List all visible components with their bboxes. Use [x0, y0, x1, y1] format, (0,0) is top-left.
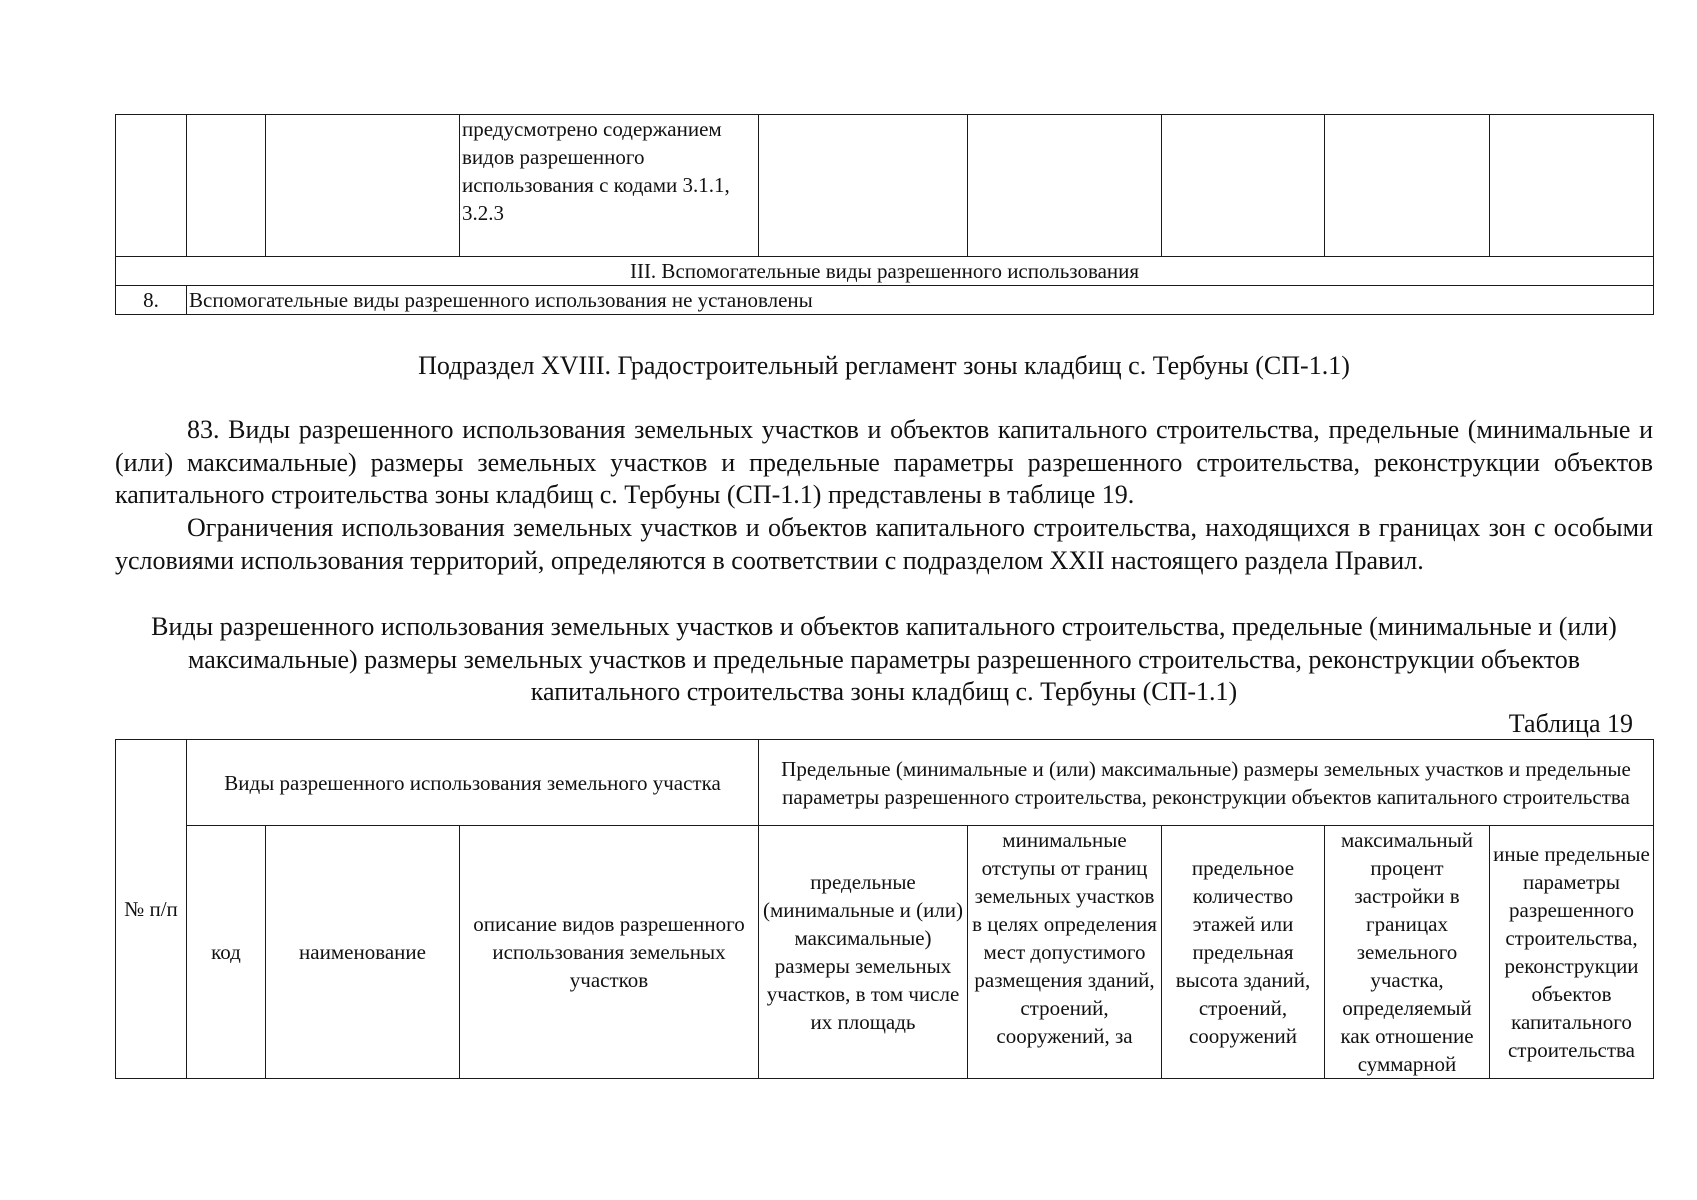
- cell-name: [266, 115, 460, 257]
- header-coverage: максимальный процент застройки в границах земельного участка, определяемый как отношение суммарной: [1325, 826, 1490, 1079]
- header-row-1: [116, 740, 1654, 826]
- header-setbacks: минимальные отступы от границ земельных участков в целях определения мест допустимого размещения зданий, строений, сооружений, за: [968, 826, 1162, 1079]
- table-row: [116, 286, 1654, 315]
- cell-setbacks: [968, 115, 1162, 257]
- cell-code: [187, 115, 266, 257]
- cell-other: [1490, 115, 1654, 257]
- cell-coverage: [1325, 115, 1490, 257]
- paragraph-restrictions: Ограничения использования земельных участков и объектов капитального строительства, находящихся в границах зон с особыми условиями использования территорий, определяются в соответствии с подразделом XXII настоящего раздела Правил.: [115, 513, 1653, 575]
- header-other: иные предельные параметры разрешенного строительства, реконструкции объектов капитального строительства: [1490, 826, 1654, 1079]
- header-floors: предельное количество этажей или предельная высота зданий, строений, сооружений: [1162, 826, 1325, 1079]
- header-permitted-use: Виды разрешенного использования земельного участка: [187, 740, 759, 826]
- row-text: Вспомогательные виды разрешенного использования не установлены: [187, 286, 1654, 315]
- header-row-2: [116, 826, 1654, 1079]
- header-number: № п/п: [116, 740, 187, 1079]
- table-row: [116, 115, 1654, 257]
- header-description: описание видов разрешенного использования земельных участков: [460, 826, 759, 1079]
- continued-table: [115, 114, 1654, 315]
- section-header: III. Вспомогательные виды разрешенного использования: [116, 257, 1654, 286]
- cell-number: [116, 115, 187, 257]
- table-caption: Виды разрешенного использования земельных участков и объектов капитального строительства, предельные (минимальные и (или) максимальные) размеры земельных участков и предельные параметры разрешенного строительства, реконструкции объектов капитального строительства зоны кладбищ с. Тербуны (СП-1.1): [151, 612, 1617, 706]
- header-name: наименование: [266, 826, 460, 1079]
- row-number: 8.: [116, 286, 187, 315]
- cell-description: предусмотрено содержанием видов разрешенного использования с кодами 3.1.1, 3.2.3: [460, 115, 759, 257]
- cell-floors: [1162, 115, 1325, 257]
- header-limits: Предельные (минимальные и (или) максимальные) размеры земельных участков и предельные параметры разрешенного строительства, реконструкции объектов капитального строительства: [759, 740, 1654, 826]
- cell-plot-size: [759, 115, 968, 257]
- subsection-title: Подраздел XVIII. Градостроительный регламент зоны кладбищ с. Тербуны (СП-1.1): [418, 351, 1350, 380]
- header-code: код: [187, 826, 266, 1079]
- table-label: Таблица 19: [1508, 709, 1633, 738]
- section-header-row: [116, 257, 1654, 286]
- header-plot-size: предельные (минимальные и (или) максимальные) размеры земельных участков, в том числе их площадь: [759, 826, 968, 1079]
- paragraph-83: 83. Виды разрешенного использования земельных участков и объектов капитального строительства, предельные (минимальные и (или) максимальные) размеры земельных участков и предельные параметры разрешенного строительства, реконструкции объектов капитального строительства зоны кладбищ с. Тербуны (СП-1.1) представлены в таблице 19.: [115, 415, 1653, 509]
- regulation-table: [115, 739, 1654, 1079]
